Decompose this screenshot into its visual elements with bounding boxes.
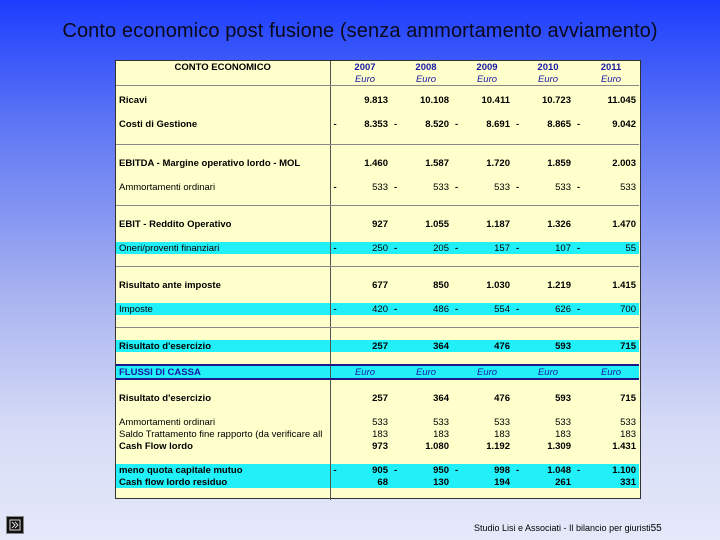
sign-cell xyxy=(574,428,583,440)
row-flussi-tfr xyxy=(116,428,639,440)
sign-cell xyxy=(330,218,339,230)
sign-cell xyxy=(513,416,522,428)
sign-cell xyxy=(330,340,339,352)
sign-cell xyxy=(330,392,339,404)
header-label: CONTO ECONOMICO xyxy=(116,61,330,73)
sign-cell xyxy=(391,218,400,230)
sign-cell: - xyxy=(513,242,522,254)
sign-cell: - xyxy=(513,303,522,315)
row-label: Imposte xyxy=(116,303,330,315)
value-cell-2008: 950 xyxy=(400,464,452,476)
flows-label: FLUSSI DI CASSA xyxy=(116,365,330,379)
sign-cell xyxy=(513,94,522,106)
sign-cell xyxy=(574,440,583,452)
value-cell-2007: 9.813 xyxy=(364,94,388,106)
value-cell-2009: 554 xyxy=(461,303,513,315)
sign-cell: - xyxy=(574,303,583,315)
row-label: EBIT - Reddito Operativo xyxy=(116,218,330,230)
row-ricavi xyxy=(116,94,639,106)
value-cell-2007: 257 xyxy=(339,340,391,352)
sign-cell: - xyxy=(391,242,400,254)
sign-cell xyxy=(391,440,400,452)
value-cell-2009: 1.720 xyxy=(486,157,510,169)
sign-cell xyxy=(574,416,583,428)
sign-cell xyxy=(513,157,522,169)
sign-cell xyxy=(391,476,400,488)
sign-cell: - xyxy=(391,464,400,476)
currency-label: Euro xyxy=(339,73,391,86)
value-cell-2011: 9.042 xyxy=(612,118,636,130)
sign-cell xyxy=(391,416,400,428)
row-label: meno quota capitale mutuo xyxy=(116,464,330,476)
sign-cell xyxy=(452,340,461,352)
sign-cell xyxy=(330,157,339,169)
value-cell-2008: 850 xyxy=(433,279,449,291)
value-cell-2011: 11.045 xyxy=(607,94,636,106)
sign-cell xyxy=(574,340,583,352)
value-cell-2008: 130 xyxy=(400,476,452,488)
header-row-years xyxy=(116,61,639,73)
sign-cell: - xyxy=(452,464,461,476)
sign-cell xyxy=(391,392,400,404)
sign-cell xyxy=(574,157,583,169)
header-row-currency xyxy=(116,73,639,86)
sign-cell: - xyxy=(333,181,337,193)
sign-cell xyxy=(330,428,339,440)
value-cell-2010: 533 xyxy=(555,181,571,193)
sign-cell xyxy=(574,94,583,106)
row-label: Ammortamenti ordinari xyxy=(116,416,330,428)
value-cell-2010: 1.309 xyxy=(547,440,571,452)
sign-cell: - xyxy=(330,464,339,476)
year-2007: 2007 xyxy=(354,61,376,73)
year-2009: 2009 xyxy=(476,61,498,73)
sign-cell: - xyxy=(330,242,339,254)
sign-cell: - xyxy=(391,303,400,315)
value-cell-2008: 486 xyxy=(400,303,452,315)
currency-label: Euro xyxy=(461,73,513,86)
currency-label: Euro xyxy=(583,365,639,379)
sign-cell: - xyxy=(455,118,459,130)
value-cell-2009: 183 xyxy=(494,428,510,440)
sign-cell xyxy=(391,157,400,169)
value-cell-2010: 533 xyxy=(555,416,571,428)
sign-cell xyxy=(330,94,339,106)
sign-cell: - xyxy=(577,181,581,193)
value-cell-2010: 1.219 xyxy=(547,279,571,291)
value-cell-2008: 183 xyxy=(433,428,449,440)
value-cell-2010: 1.048 xyxy=(522,464,574,476)
value-cell-2007: 183 xyxy=(372,428,388,440)
value-cell-2010: 1.859 xyxy=(547,157,571,169)
value-cell-2009: 10.411 xyxy=(481,94,510,106)
row-flussi-ammortamenti xyxy=(116,416,639,428)
value-cell-2011: 1.415 xyxy=(612,279,636,291)
row-cash-flow-residuo xyxy=(116,476,639,488)
row-quota-capitale-mutuo xyxy=(116,464,639,476)
value-cell-2007: 250 xyxy=(339,242,391,254)
value-cell-2011: 183 xyxy=(620,428,636,440)
value-cell-2008: 364 xyxy=(400,340,452,352)
year-2008: 2008 xyxy=(415,61,437,73)
value-cell-2007: 905 xyxy=(339,464,391,476)
sign-cell xyxy=(452,94,461,106)
row-label: EBITDA - Margine operativo lordo - MOL xyxy=(116,157,330,169)
sign-cell: - xyxy=(394,118,398,130)
sign-cell xyxy=(330,416,339,428)
sign-cell xyxy=(452,476,461,488)
value-cell-2009: 1.192 xyxy=(486,440,510,452)
sign-cell xyxy=(391,94,400,106)
value-cell-2008: 205 xyxy=(400,242,452,254)
value-cell-2008: 10.108 xyxy=(419,94,449,106)
row-label: Cash flow lordo residuo xyxy=(116,476,330,488)
value-cell-2009: 1.030 xyxy=(486,279,510,291)
value-cell-2008: 1.055 xyxy=(425,218,449,230)
value-cell-2010: 8.865 xyxy=(547,118,571,130)
value-cell-2011: 1.431 xyxy=(612,440,636,452)
value-cell-2007: 1.460 xyxy=(364,157,388,169)
sign-cell xyxy=(330,279,339,291)
sign-cell xyxy=(574,392,583,404)
page-number: 55 xyxy=(650,523,662,534)
value-cell-2011: 700 xyxy=(583,303,639,315)
value-cell-2010: 593 xyxy=(555,392,571,404)
sign-cell xyxy=(452,392,461,404)
row-risultato-ante-imposte xyxy=(116,279,639,291)
slide-title: Conto economico post fusione (senza ammortamento avviamento) xyxy=(62,20,658,42)
row-flussi-header xyxy=(116,365,639,379)
value-cell-2008: 364 xyxy=(433,392,449,404)
footer-caption xyxy=(474,523,662,534)
row-label: Costi di Gestione xyxy=(116,118,330,130)
value-cell-2007: 533 xyxy=(372,416,388,428)
sign-cell: - xyxy=(333,118,337,130)
row-label: Risultato d'esercizio xyxy=(116,392,330,404)
value-cell-2009: 998 xyxy=(461,464,513,476)
value-cell-2008: 1.080 xyxy=(425,440,449,452)
sign-cell xyxy=(574,218,583,230)
value-cell-2010: 10.723 xyxy=(541,94,571,106)
year-2011: 2011 xyxy=(600,61,622,73)
value-cell-2009: 1.187 xyxy=(486,218,510,230)
sign-cell xyxy=(391,428,400,440)
sign-cell xyxy=(330,440,339,452)
row-cash-flow-lordo xyxy=(116,440,639,452)
value-cell-2008: 1.587 xyxy=(425,157,449,169)
sign-cell xyxy=(513,440,522,452)
sign-cell xyxy=(391,340,400,352)
row-label: Cash Flow lordo xyxy=(116,440,330,452)
sign-cell xyxy=(513,279,522,291)
value-cell-2010: 1.326 xyxy=(547,218,571,230)
value-cell-2010: 261 xyxy=(522,476,574,488)
value-cell-2011: 2.003 xyxy=(612,157,636,169)
sign-cell: - xyxy=(394,181,398,193)
nav-icon-glyph xyxy=(9,519,21,531)
currency-label: Euro xyxy=(522,365,574,379)
currency-label: Euro xyxy=(400,73,452,86)
value-cell-2011: 1.100 xyxy=(583,464,639,476)
sign-cell: - xyxy=(574,242,583,254)
value-cell-2010: 593 xyxy=(522,340,574,352)
sign-cell: - xyxy=(574,464,583,476)
row-oneri-finanziari xyxy=(116,242,639,254)
row-label: Ammortamenti ordinari xyxy=(116,181,330,193)
row-costi xyxy=(116,118,639,130)
sign-cell xyxy=(391,279,400,291)
value-cell-2007: 973 xyxy=(372,440,388,452)
value-cell-2009: 157 xyxy=(461,242,513,254)
row-label: Risultato ante imposte xyxy=(116,279,330,291)
sign-cell xyxy=(513,392,522,404)
row-risultato-esercizio xyxy=(116,340,639,352)
value-cell-2009: 533 xyxy=(494,416,510,428)
value-cell-2009: 8.691 xyxy=(486,118,510,130)
currency-label: Euro xyxy=(339,365,391,379)
sign-cell: - xyxy=(455,181,459,193)
row-imposte xyxy=(116,303,639,315)
row-label: Risultato d'esercizio xyxy=(116,340,330,352)
value-cell-2009: 476 xyxy=(461,340,513,352)
sign-cell: - xyxy=(330,303,339,315)
row-ebitda xyxy=(116,157,639,169)
row-ebit xyxy=(116,218,639,230)
row-ammortamenti xyxy=(116,181,639,193)
value-cell-2007: 927 xyxy=(372,218,388,230)
sign-cell: - xyxy=(516,118,520,130)
value-cell-2011: 1.470 xyxy=(612,218,636,230)
sign-cell xyxy=(452,428,461,440)
value-cell-2007: 8.353 xyxy=(364,118,388,130)
footer-text: Studio Lisi e Associati - Il bilancio per giuristi xyxy=(474,523,651,533)
value-cell-2011: 533 xyxy=(620,181,636,193)
sign-cell xyxy=(452,416,461,428)
value-cell-2010: 183 xyxy=(555,428,571,440)
value-cell-2007: 420 xyxy=(339,303,391,315)
income-statement-table xyxy=(116,61,639,500)
sign-cell: - xyxy=(452,303,461,315)
value-cell-2008: 8.520 xyxy=(425,118,449,130)
value-cell-2010: 626 xyxy=(522,303,574,315)
sign-cell xyxy=(452,218,461,230)
sign-cell xyxy=(574,279,583,291)
value-cell-2007: 677 xyxy=(372,279,388,291)
currency-label: Euro xyxy=(461,365,513,379)
value-cell-2011: 715 xyxy=(583,340,639,352)
row-flussi-risultato xyxy=(116,392,639,404)
currency-label: Euro xyxy=(400,365,452,379)
value-cell-2008: 533 xyxy=(433,181,449,193)
value-cell-2011: 55 xyxy=(583,242,639,254)
row-label: Oneri/proventi finanziari xyxy=(116,242,330,254)
sign-cell xyxy=(330,476,339,488)
sign-cell xyxy=(513,476,522,488)
sign-cell: - xyxy=(577,118,581,130)
sign-cell: - xyxy=(513,464,522,476)
currency-label: Euro xyxy=(583,73,639,86)
sign-cell xyxy=(513,218,522,230)
year-2010: 2010 xyxy=(537,61,559,73)
value-cell-2007: 68 xyxy=(339,476,391,488)
value-cell-2007: 257 xyxy=(372,392,388,404)
sign-cell xyxy=(452,440,461,452)
slide-nav-icon[interactable] xyxy=(6,516,24,534)
sign-cell xyxy=(452,157,461,169)
sign-cell xyxy=(513,428,522,440)
value-cell-2011: 533 xyxy=(620,416,636,428)
row-label: Ricavi xyxy=(116,94,330,106)
value-cell-2011: 715 xyxy=(620,392,636,404)
currency-label: Euro xyxy=(522,73,574,86)
value-cell-2010: 107 xyxy=(522,242,574,254)
value-cell-2009: 194 xyxy=(461,476,513,488)
value-cell-2007: 533 xyxy=(372,181,388,193)
value-cell-2009: 533 xyxy=(494,181,510,193)
value-cell-2009: 476 xyxy=(494,392,510,404)
sign-cell: - xyxy=(516,181,520,193)
sign-cell xyxy=(513,340,522,352)
sign-cell: - xyxy=(452,242,461,254)
row-label: Saldo Trattamento fine rapporto (da verificare all xyxy=(116,428,330,440)
value-cell-2011: 331 xyxy=(583,476,639,488)
sign-cell xyxy=(574,476,583,488)
value-cell-2008: 533 xyxy=(433,416,449,428)
sign-cell xyxy=(452,279,461,291)
